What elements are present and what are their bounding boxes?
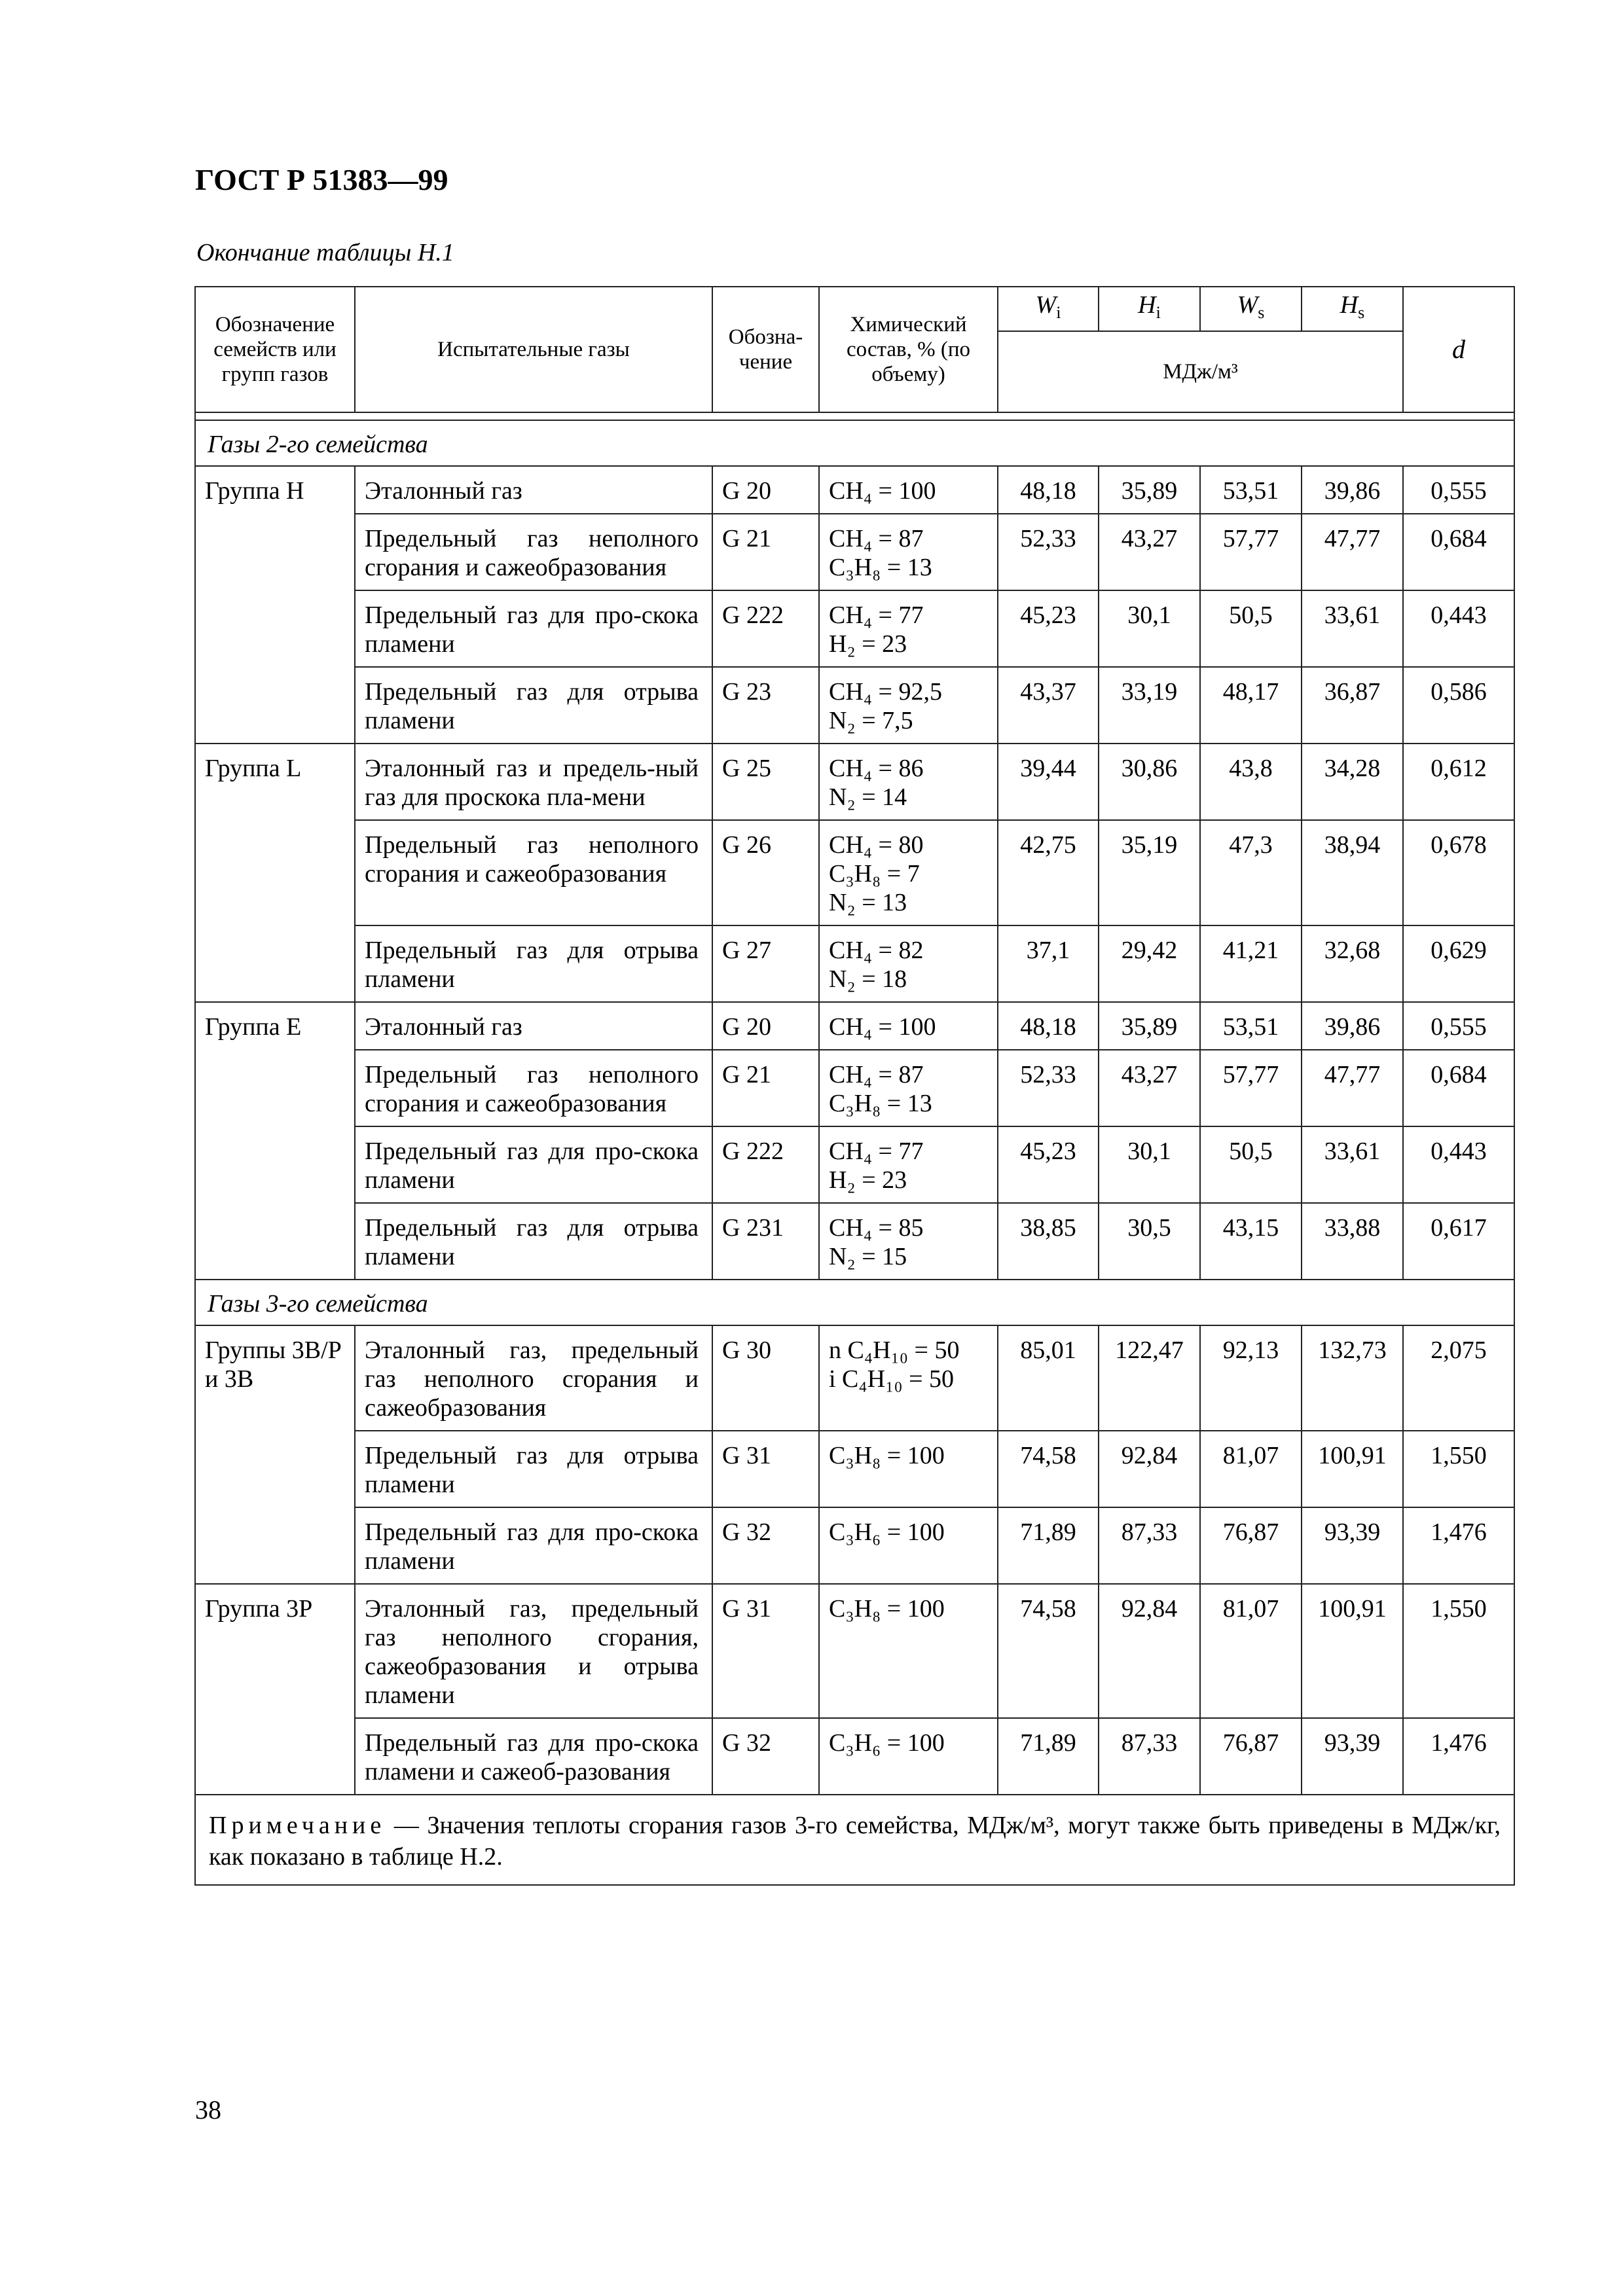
group-name: Группа Н [195,466,355,744]
table-row [195,1718,1514,1795]
hi-value: 122,47 [1099,1325,1200,1431]
ws-value: 53,51 [1200,1002,1302,1050]
composition-cell [819,466,998,514]
composition-line: CH₄ = 100 [829,477,936,505]
d-value: 0,684 [1403,1050,1514,1126]
header-d: d [1403,287,1514,412]
test-gas-cell: Предельный газ для про-скока пламени [355,590,712,667]
designation-cell: G 31 [712,1431,819,1507]
composition-line: C₃H₈ = 100 [829,1442,945,1469]
hi-value: 35,89 [1099,466,1200,514]
hi-value: 30,86 [1099,744,1200,820]
hi-value: 30,1 [1099,1126,1200,1203]
test-gas-cell: Предельный газ для про-скока пламени [355,1126,712,1203]
family-title: Газы 2-го семейства [195,420,1514,466]
family-title: Газы 3-го семейства [195,1280,1514,1325]
composition-line: CH₄ = 92,5 [829,678,942,706]
designation-cell: G 21 [712,514,819,590]
d-value: 2,075 [1403,1325,1514,1431]
table-row [195,1584,1514,1718]
designation-cell: G 31 [712,1584,819,1718]
hi-value: 92,84 [1099,1431,1200,1507]
wi-value: 48,18 [998,1002,1099,1050]
composition-line: CH₄ = 87 [829,1061,924,1088]
hi-value: 87,33 [1099,1718,1200,1795]
table-row [195,667,1514,744]
header-hs: $H_s$ [1302,287,1403,331]
ws-value: 76,87 [1200,1718,1302,1795]
d-value: 0,678 [1403,820,1514,925]
table-row [195,1050,1514,1126]
table-row [195,1002,1514,1050]
hs-value: 100,91 [1302,1431,1403,1507]
composition-line: N₂ = 13 [829,889,907,916]
d-value: 1,476 [1403,1507,1514,1584]
note-text: — Значения теплоты сгорания газов 3-го семейства, МДж/м³, могут также быть приведены в МДж/кг, как показано в таблице Н.2. [209,1812,1501,1871]
composition-line: C₃H₆ = 100 [829,1518,945,1546]
group-name: Группа L [195,744,355,1002]
hs-value: 132,73 [1302,1325,1403,1431]
ws-value: 57,77 [1200,1050,1302,1126]
ws-value: 92,13 [1200,1325,1302,1431]
hs-value: 34,28 [1302,744,1403,820]
ws-value: 53,51 [1200,466,1302,514]
header-designation: Обозна-чение [712,287,819,412]
wi-value: 45,23 [998,590,1099,667]
hs-value: 100,91 [1302,1584,1403,1718]
ws-value: 43,8 [1200,744,1302,820]
composition-cell [819,1431,998,1507]
test-gas-cell: Эталонный газ, предельный газ неполного сгорания и сажеобразования [355,1325,712,1431]
wi-value: 37,1 [998,925,1099,1002]
wi-value: 74,58 [998,1584,1099,1718]
table-row [195,1203,1514,1280]
ws-value: 81,07 [1200,1584,1302,1718]
designation-cell: G 25 [712,744,819,820]
test-gas-cell: Предельный газ для отрыва пламени [355,1203,712,1280]
composition-line: C₃H₆ = 100 [829,1729,945,1757]
composition-line: CH₄ = 87 [829,525,924,552]
wi-value: 71,89 [998,1507,1099,1584]
composition-cell [819,1325,998,1431]
test-gas-cell: Эталонный газ, предельный газ неполного сгорания, сажеобразования и отрыва пламени [355,1584,712,1718]
wi-value: 38,85 [998,1203,1099,1280]
wi-value: 52,33 [998,1050,1099,1126]
wi-value: 45,23 [998,1126,1099,1203]
test-gas-cell: Предельный газ неполного сгорания и сажеобразования [355,820,712,925]
composition-line: N₂ = 7,5 [829,707,913,734]
composition-line: C₃H₈ = 13 [829,1090,932,1117]
note-label: Примечание [209,1812,386,1839]
table-header [195,287,1514,412]
composition-line: H₂ = 23 [829,1166,907,1194]
designation-cell: G 32 [712,1718,819,1795]
wi-value: 52,33 [998,514,1099,590]
table-note [195,1795,1514,1885]
wi-value: 42,75 [998,820,1099,925]
composition-line: N₂ = 14 [829,783,907,811]
ws-value: 50,5 [1200,590,1302,667]
composition-line: CH₄ = 85 [829,1214,924,1242]
designation-cell: G 20 [712,466,819,514]
hs-value: 93,39 [1302,1718,1403,1795]
test-gas-cell: Предельный газ неполного сгорания и сажеобразования [355,1050,712,1126]
composition-line: CH₄ = 77 [829,601,924,629]
group-name: Группа 3P [195,1584,355,1795]
wi-value: 39,44 [998,744,1099,820]
wi-value: 85,01 [998,1325,1099,1431]
composition-line: CH₄ = 82 [829,937,924,964]
wi-value: 43,37 [998,667,1099,744]
gas-table [194,286,1515,1886]
designation-cell: G 222 [712,590,819,667]
test-gas-cell: Предельный газ для отрыва пламени [355,667,712,744]
document-title: ГОСТ Р 51383—99 [195,163,448,196]
hi-value: 43,27 [1099,1050,1200,1126]
d-value: 0,443 [1403,1126,1514,1203]
d-value: 0,684 [1403,514,1514,590]
designation-cell: G 30 [712,1325,819,1431]
d-value: 1,476 [1403,1718,1514,1795]
designation-cell: G 23 [712,667,819,744]
test-gas-cell: Эталонный газ [355,466,712,514]
test-gas-cell: Предельный газ для отрыва пламени [355,925,712,1002]
table-row [195,466,1514,514]
table-row [195,744,1514,820]
designation-cell: G 21 [712,1050,819,1126]
ws-value: 50,5 [1200,1126,1302,1203]
composition-cell [819,1507,998,1584]
test-gas-cell: Эталонный газ [355,1002,712,1050]
wi-value: 71,89 [998,1718,1099,1795]
composition-cell [819,925,998,1002]
hi-value: 30,5 [1099,1203,1200,1280]
composition-line: CH₄ = 77 [829,1138,924,1165]
spacer-row [195,412,1514,420]
composition-line: H₂ = 23 [829,630,907,658]
table-row [195,820,1514,925]
header-ws: $W_s$ [1200,287,1302,331]
page-number: 38 [195,2095,221,2125]
table-row [195,514,1514,590]
composition-cell [819,1203,998,1280]
composition-cell [819,667,998,744]
ws-value: 43,15 [1200,1203,1302,1280]
wi-value: 74,58 [998,1431,1099,1507]
ws-value: 76,87 [1200,1507,1302,1584]
hi-value: 29,42 [1099,925,1200,1002]
hs-value: 38,94 [1302,820,1403,925]
composition-line: CH₄ = 100 [829,1013,936,1041]
designation-cell: G 32 [712,1507,819,1584]
designation-cell: G 26 [712,820,819,925]
d-value: 0,555 [1403,466,1514,514]
composition-cell [819,820,998,925]
composition-line: i C₄H₁₀ = 50 [829,1365,955,1393]
test-gas-cell: Предельный газ неполного сгорания и сажеобразования [355,514,712,590]
hs-value: 39,86 [1302,466,1403,514]
designation-cell: G 222 [712,1126,819,1203]
ws-value: 41,21 [1200,925,1302,1002]
composition-cell [819,590,998,667]
composition-line: N₂ = 18 [829,965,907,993]
d-value: 0,555 [1403,1002,1514,1050]
hs-value: 33,61 [1302,1126,1403,1203]
wi-value: 48,18 [998,466,1099,514]
d-value: 0,443 [1403,590,1514,667]
designation-cell: G 27 [712,925,819,1002]
composition-line: C₃H₈ = 13 [829,554,932,581]
table-row [195,925,1514,1002]
d-value: 0,629 [1403,925,1514,1002]
family-row [195,420,1514,466]
family-row [195,1280,1514,1325]
header-hi: $H_i$ [1099,287,1200,331]
designation-cell: G 20 [712,1002,819,1050]
test-gas-cell: Предельный газ для про-скока пламени и сажеоб-разования [355,1718,712,1795]
hi-value: 87,33 [1099,1507,1200,1584]
ws-value: 48,17 [1200,667,1302,744]
test-gas-cell: Эталонный газ и предель-ный газ для проскока пла-мени [355,744,712,820]
composition-line: N₂ = 15 [829,1243,907,1270]
table-row [195,1507,1514,1584]
test-gas-cell: Предельный газ для отрыва пламени [355,1431,712,1507]
hi-value: 92,84 [1099,1584,1200,1718]
table-row [195,1431,1514,1507]
header-composition: Химический состав, % (по объему) [819,287,998,412]
composition-cell [819,1126,998,1203]
d-value: 0,612 [1403,744,1514,820]
composition-line: CH₄ = 86 [829,755,924,782]
composition-line: C₃H₈ = 100 [829,1595,945,1623]
composition-cell [819,1718,998,1795]
ws-value: 57,77 [1200,514,1302,590]
header-test-gases: Испытательные газы [355,287,712,412]
hi-value: 35,19 [1099,820,1200,925]
d-value: 0,586 [1403,667,1514,744]
table-caption: Окончание таблицы Н.1 [196,239,454,266]
table-body [195,412,1514,1795]
header-unit: МДж/м³ [998,331,1403,412]
group-name: Группы 3B/P и 3B [195,1325,355,1584]
hs-value: 93,39 [1302,1507,1403,1584]
d-value: 0,617 [1403,1203,1514,1280]
header-wi: $W_i$ [998,287,1099,331]
composition-line: CH₄ = 80 [829,831,924,859]
hs-value: 47,77 [1302,514,1403,590]
composition-cell [819,1002,998,1050]
test-gas-cell: Предельный газ для про-скока пламени [355,1507,712,1584]
composition-cell [819,1584,998,1718]
hs-value: 39,86 [1302,1002,1403,1050]
ws-value: 47,3 [1200,820,1302,925]
d-value: 1,550 [1403,1584,1514,1718]
composition-cell [819,744,998,820]
hs-value: 47,77 [1302,1050,1403,1126]
composition-line: n C₄H₁₀ = 50 [829,1336,960,1364]
hs-value: 36,87 [1302,667,1403,744]
hs-value: 33,61 [1302,590,1403,667]
hi-value: 33,19 [1099,667,1200,744]
table-row [195,1126,1514,1203]
composition-line: C₃H₈ = 7 [829,860,920,888]
hs-value: 32,68 [1302,925,1403,1002]
group-name: Группа Е [195,1002,355,1280]
hs-value: 33,88 [1302,1203,1403,1280]
composition-cell [819,1050,998,1126]
designation-cell: G 231 [712,1203,819,1280]
table-row [195,590,1514,667]
hi-value: 35,89 [1099,1002,1200,1050]
ws-value: 81,07 [1200,1431,1302,1507]
hi-value: 43,27 [1099,514,1200,590]
d-value: 1,550 [1403,1431,1514,1507]
header-family: Обозначение семейств или групп газов [195,287,355,412]
hi-value: 30,1 [1099,590,1200,667]
composition-cell [819,514,998,590]
table-row [195,1325,1514,1431]
